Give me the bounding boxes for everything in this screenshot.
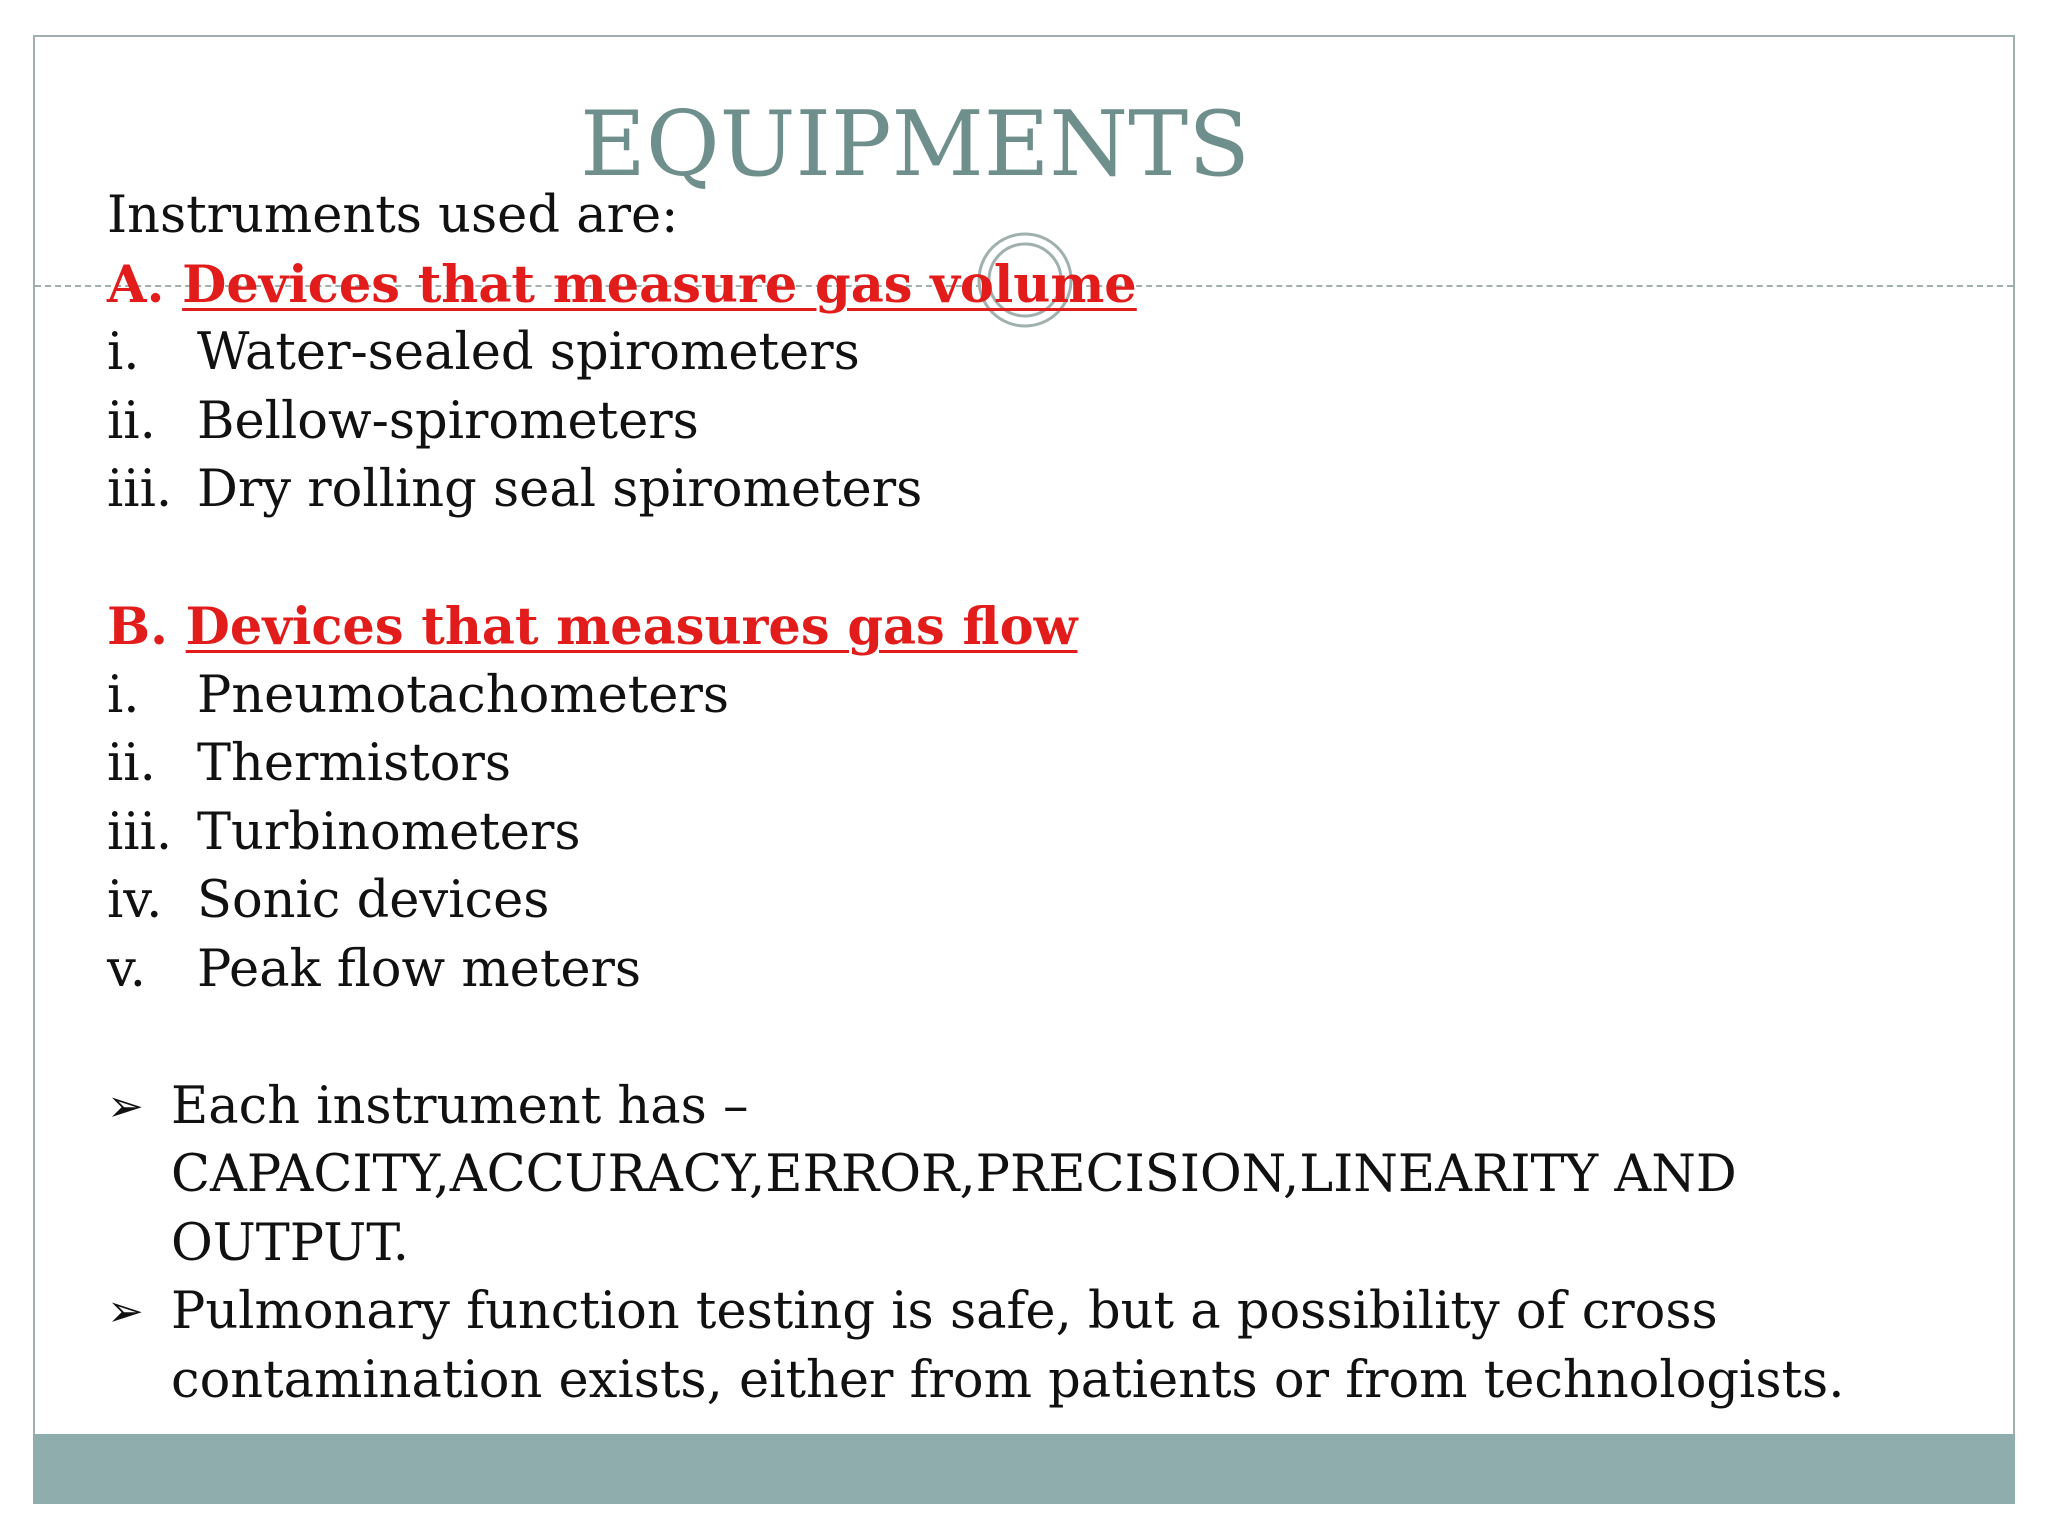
list-item-number: ii. [107,734,156,793]
list-item-text: Turbinometers [197,802,581,862]
list-item-text: Bellow-spirometers [197,391,699,451]
section-a-heading [107,251,1967,320]
arrow-bullet-icon: ➢ [107,1286,144,1337]
section-a-letter: A. [107,254,165,315]
list-item [107,388,1967,457]
list-item [107,456,1967,525]
spacer [107,525,1967,594]
bullet-text: Each instrument has – CAPACITY,ACCURACY,ERROR,PRECISION,LINEARITY AND OUTPUT. [171,1076,1737,1273]
list-item [107,799,1967,868]
intro-text: Instruments used are: [107,186,679,245]
list-item [107,730,1967,799]
list-item-text: Thermistors [197,734,512,793]
list-item [107,867,1967,936]
list-item-number: v. [107,939,146,999]
list-item-text: Peak flow meters [197,939,642,999]
list-item-text: Water-sealed spirometers [197,323,860,382]
bullet-item [107,1073,1967,1279]
list-item [107,319,1967,388]
slide-content [107,182,1967,1415]
slide-title: EQUIPMENTS [580,92,1250,197]
list-item [107,662,1967,731]
section-b-title: Devices that measures gas flow [185,597,1078,657]
list-item-number: i. [107,323,140,382]
list-item-number: iii. [107,802,173,862]
section-b-letter: B. [107,597,168,657]
spacer [107,1004,1967,1073]
bullet-item [107,1278,1967,1415]
arrow-bullet-icon: ➢ [107,1080,144,1132]
list-item [107,936,1967,1005]
list-item-text: Dry rolling seal spirometers [197,460,923,519]
list-item-text: Pneumotachometers [197,665,730,725]
list-item-text: Sonic devices [197,871,550,930]
list-item-number: ii. [107,391,156,451]
list-item-number: iii. [107,460,173,519]
bullet-text: Pulmonary function testing is safe, but a possibility of cross contamination exists, either from patients or from technologists. [171,1282,1845,1410]
section-b-heading [107,593,1967,662]
list-item-number: i. [107,665,140,725]
footer-band [33,1434,2015,1504]
list-item-number: iv. [107,871,163,930]
section-a-title: Devices that measure gas volume [182,254,1137,315]
